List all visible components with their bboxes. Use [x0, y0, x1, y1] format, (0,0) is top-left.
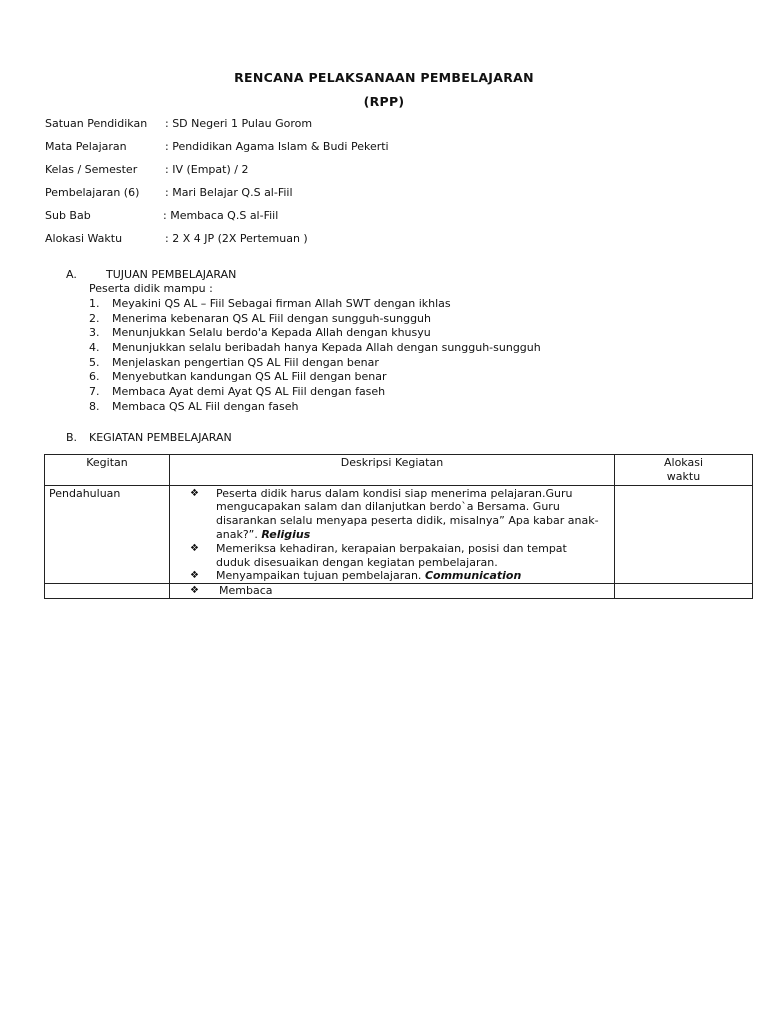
objectives-list: [89, 297, 541, 415]
cell-kegiatan: Pendahuluan: [45, 485, 170, 584]
info-value-pembelajaran: : Mari Belajar Q.S al-Fiil: [165, 186, 293, 199]
diamond-bullet-icon: ❖: [190, 570, 199, 582]
list-item: 6. Menyebutkan kandungan QS AL Fiil dengan benar: [89, 370, 387, 384]
activities-table: [44, 454, 753, 599]
info-label-alokasi: Alokasi Waktu: [45, 232, 123, 245]
header-kegiatan: Kegitan: [45, 455, 170, 486]
table-row: [45, 485, 753, 584]
info-value-satuan: : SD Negeri 1 Pulau Gorom: [165, 117, 313, 130]
diamond-bullet-icon: ❖: [190, 542, 199, 554]
info-label-kelas: Kelas / Semester: [45, 163, 138, 176]
info-value-mapel: : Pendidikan Agama Islam & Budi Pekerti: [165, 140, 389, 153]
section-a-title: TUJUAN PEMBELAJARAN: [106, 268, 237, 281]
section-b-title: KEGIATAN PEMBELAJARAN: [89, 431, 232, 444]
document-subtitle: (RPP): [363, 94, 405, 109]
bullet-item: ❖ Peserta didik harus dalam kondisi siap menerima pelajaran.Guru mengucapakan salam dan dilanjutkan berdo`a Bersama. Guru disarankan selalu menyapa peserta didik, misalnya” Apa kabar anak-anak?”. Religius: [174, 487, 600, 542]
section-b-letter: B.: [66, 431, 78, 444]
table-header-row: [45, 455, 753, 486]
info-label-mapel: Mata Pelajaran: [45, 140, 127, 153]
cell-alokasi: [615, 485, 753, 584]
header-deskripsi: Deskripsi Kegiatan: [170, 455, 615, 486]
info-value-subbab: : Membaca Q.S al-Fiil: [163, 209, 279, 222]
diamond-bullet-icon: ❖: [190, 585, 199, 597]
table-row: [45, 584, 753, 599]
bullet-item: ❖ Membaca: [174, 584, 610, 598]
section-a-letter: A.: [66, 268, 77, 281]
bullet-item: ❖ Menyampaikan tujuan pembelajaran. Communication: [174, 569, 600, 583]
list-item: 4. Menunjukkan selalu beribadah hanya Kepada Allah dengan sungguh-sungguh: [89, 341, 541, 355]
cell-kegiatan: [45, 584, 170, 599]
info-label-satuan: Satuan Pendidikan: [45, 117, 148, 130]
section-a-intro: Peserta didik mampu :: [89, 282, 213, 295]
list-item: 3. Menunjukkan Selalu berdo'a Kepada Allah dengan khusyu: [89, 326, 431, 340]
document-title: RENCANA PELAKSANAAN PEMBELAJARAN: [234, 70, 534, 85]
bullet-item: ❖ Memeriksa kehadiran, kerapaian berpakaian, posisi dan tempat duduk disesuaikan dengan kegiatan pembelajaran.: [174, 542, 600, 570]
info-label-pembelajaran: Pembelajaran (6): [45, 186, 140, 199]
cell-alokasi: [615, 584, 753, 599]
list-item: 2. Menerima kebenaran QS AL Fiil dengan sungguh-sungguh: [89, 311, 431, 325]
info-label-subbab: Sub Bab: [45, 209, 91, 222]
list-item: 1. Meyakini QS AL – Fiil Sebagai firman Allah SWT dengan ikhlas: [89, 297, 451, 310]
header-alokasi: Alokasi waktu: [615, 455, 753, 486]
list-item: 7. Membaca Ayat demi Ayat QS AL Fiil dengan faseh: [89, 385, 386, 399]
list-item: 8. Membaca QS AL Fiil dengan faseh: [89, 399, 299, 413]
cell-deskripsi: [170, 584, 615, 599]
info-value-kelas: : IV (Empat) / 2: [165, 163, 249, 176]
info-value-alokasi: : 2 X 4 JP (2X Pertemuan ): [165, 232, 308, 245]
cell-deskripsi: [170, 485, 615, 584]
list-item: 5. Menjelaskan pengertian QS AL Fiil dengan benar: [89, 355, 379, 369]
diamond-bullet-icon: ❖: [190, 487, 199, 499]
